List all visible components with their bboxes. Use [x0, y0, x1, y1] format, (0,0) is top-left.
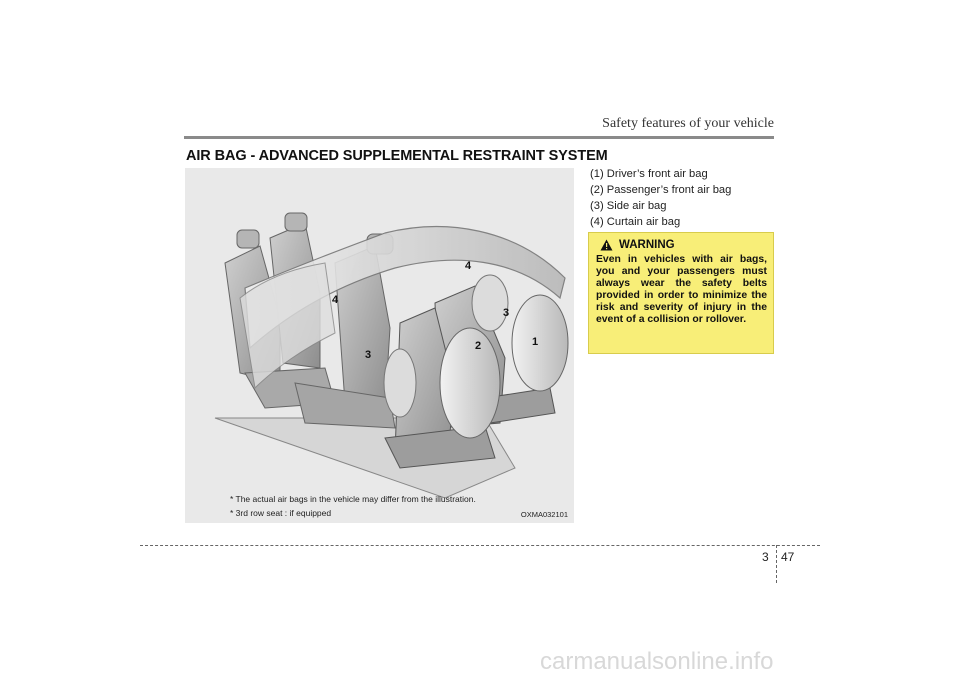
callout-3-front: 3	[503, 307, 510, 319]
side-airbag-rear-shape	[384, 349, 416, 417]
running-header: Safety features of your vehicle	[602, 116, 774, 131]
section-title: AIR BAG - ADVANCED SUPPLEMENTAL RESTRAINT SYSTEM	[186, 148, 608, 164]
airbag-drawing	[185, 168, 574, 523]
legend-item: (2) Passenger’s front air bag	[590, 184, 732, 196]
warning-text: Even in vehicles with air bags, you and your passengers must always wear the safety belts provided in order to minimize the risk and severity of injury in the event of a collision or rollover.	[596, 254, 767, 325]
side-airbag-front-shape	[472, 275, 508, 331]
legend-item: (4) Curtain air bag	[590, 216, 681, 228]
warning-box	[588, 232, 774, 354]
figure-note-2: * 3rd row seat : if equipped	[230, 508, 332, 518]
airbag-illustration	[185, 168, 574, 523]
passenger-airbag-shape	[440, 328, 500, 438]
chapter-number: 3	[762, 550, 769, 564]
callout-4-front: 4	[332, 294, 339, 306]
page-number-divider	[776, 545, 777, 583]
footer-rule	[140, 545, 820, 546]
legend-item: (3) Side air bag	[590, 200, 667, 212]
warning-triangle-icon	[600, 239, 613, 251]
airbag-legend	[590, 166, 731, 230]
warning-header	[600, 239, 767, 251]
legend-item: (1) Driver’s front air bag	[590, 168, 708, 180]
callout-4-rear: 4	[465, 260, 472, 272]
header-rule	[184, 136, 774, 139]
callout-3-rear: 3	[365, 349, 372, 361]
callout-1: 1	[532, 336, 539, 348]
warning-title: WARNING	[619, 239, 675, 251]
driver-airbag-shape	[512, 295, 568, 391]
page-number: 47	[781, 550, 795, 564]
figure-code: OXMA032101	[520, 510, 568, 519]
figure-note-1: * The actual air bags in the vehicle may differ from the illustration.	[230, 494, 476, 504]
watermark: carmanualsonline.info	[540, 648, 774, 675]
callout-2: 2	[475, 340, 482, 352]
